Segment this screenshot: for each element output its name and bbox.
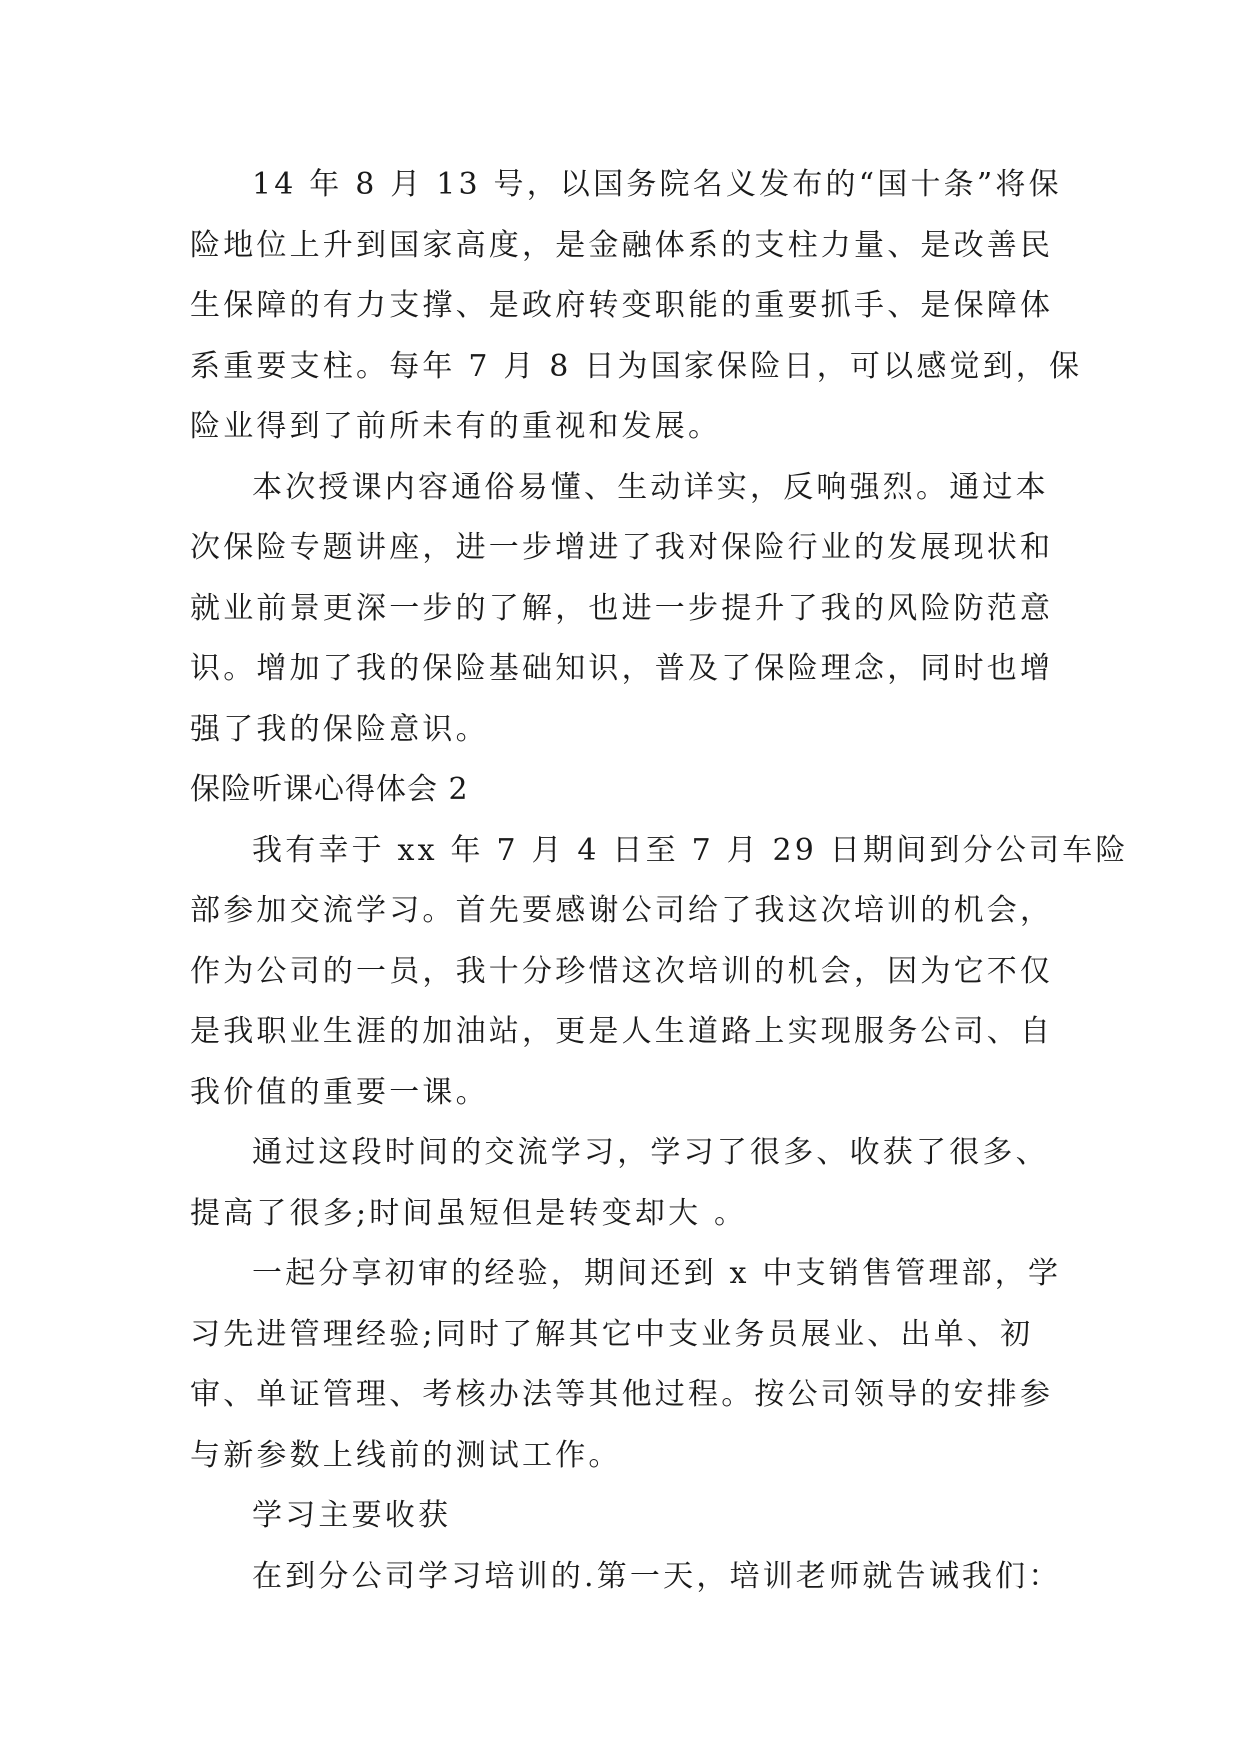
paragraph-experience-sharing	[190, 1244, 1062, 1486]
paragraph-line: 本次授课内容通俗易懂、生动详实，反响强烈。通过本	[252, 469, 1049, 505]
paragraph-line: 作为公司的一员，我十分珍惜这次培训的机会，因为它不仅	[190, 953, 1054, 989]
paragraph-line: 在到分公司学习培训的.第一天，培训老师就告诫我们：	[252, 1558, 1062, 1594]
paragraph-line: 系重要支柱。每年 7 月 8 日为国家保险日，可以感觉到，保	[190, 348, 1083, 384]
paragraph-line: 我有幸于 xx 年 7 月 4 日至 7 月 29 日期间到分公司车险	[252, 832, 1129, 868]
paragraph-guoshitiao	[190, 155, 1083, 458]
paragraph-line: 次保险专题讲座，进一步增进了我对保险行业的发展现状和	[190, 530, 1054, 565]
paragraph-line: 提高了很多;时间虽短但是转变却大 。	[190, 1195, 748, 1231]
paragraph-first-day	[190, 1547, 1062, 1608]
paragraph-line: 就业前景更深一步的了解，也进一步提升了我的风险防范意	[190, 590, 1054, 626]
paragraph-line: 生保障的有力支撑、是政府转变职能的重要抓手、是保障体	[190, 288, 1054, 323]
paragraph-line: 险地位上升到国家高度，是金融体系的支柱力量、是改善民	[190, 227, 1054, 263]
paragraph-line: 险业得到了前所未有的重视和发展。	[190, 409, 722, 444]
paragraph-learning-gains	[190, 1123, 1050, 1244]
paragraph-line: 识。增加了我的保险基础知识，普及了保险理念，同时也增	[190, 651, 1054, 686]
section-heading	[190, 760, 1050, 821]
paragraph-line: 强了我的保险意识。	[190, 711, 489, 747]
section-heading-text: 保险听课心得体会 2	[190, 772, 469, 807]
paragraph-training-intro	[190, 821, 1129, 1124]
paragraph-line: 我价值的重要一课。	[190, 1074, 489, 1110]
paragraph-line: 一起分享初审的经验，期间还到 x 中支销售管理部，学	[252, 1256, 1062, 1291]
paragraph-main-gains-title	[190, 1486, 1050, 1547]
paragraph-line: 14 年 8 月 13 号，以国务院名义发布的“国十条”将保	[252, 167, 1062, 202]
paragraph-line: 是我职业生涯的加油站，更是人生道路上实现服务公司、自	[190, 1014, 1054, 1049]
paragraph-line: 习先进管理经验;同时了解其它中支业务员展业、出单、初	[190, 1316, 1034, 1352]
paragraph-line: 通过这段时间的交流学习，学习了很多、收获了很多、	[252, 1135, 1049, 1170]
paragraph-lecture-summary	[190, 458, 1054, 761]
paragraph-line: 与新参数上线前的测试工作。	[190, 1437, 622, 1473]
paragraph-line: 审、单证管理、考核办法等其他过程。按公司领导的安排参	[190, 1377, 1054, 1412]
paragraph-line: 部参加交流学习。首先要感谢公司给了我这次培训的机会，	[190, 893, 1054, 928]
document-body	[190, 155, 1129, 1607]
paragraph-line: 学习主要收获	[252, 1498, 452, 1533]
